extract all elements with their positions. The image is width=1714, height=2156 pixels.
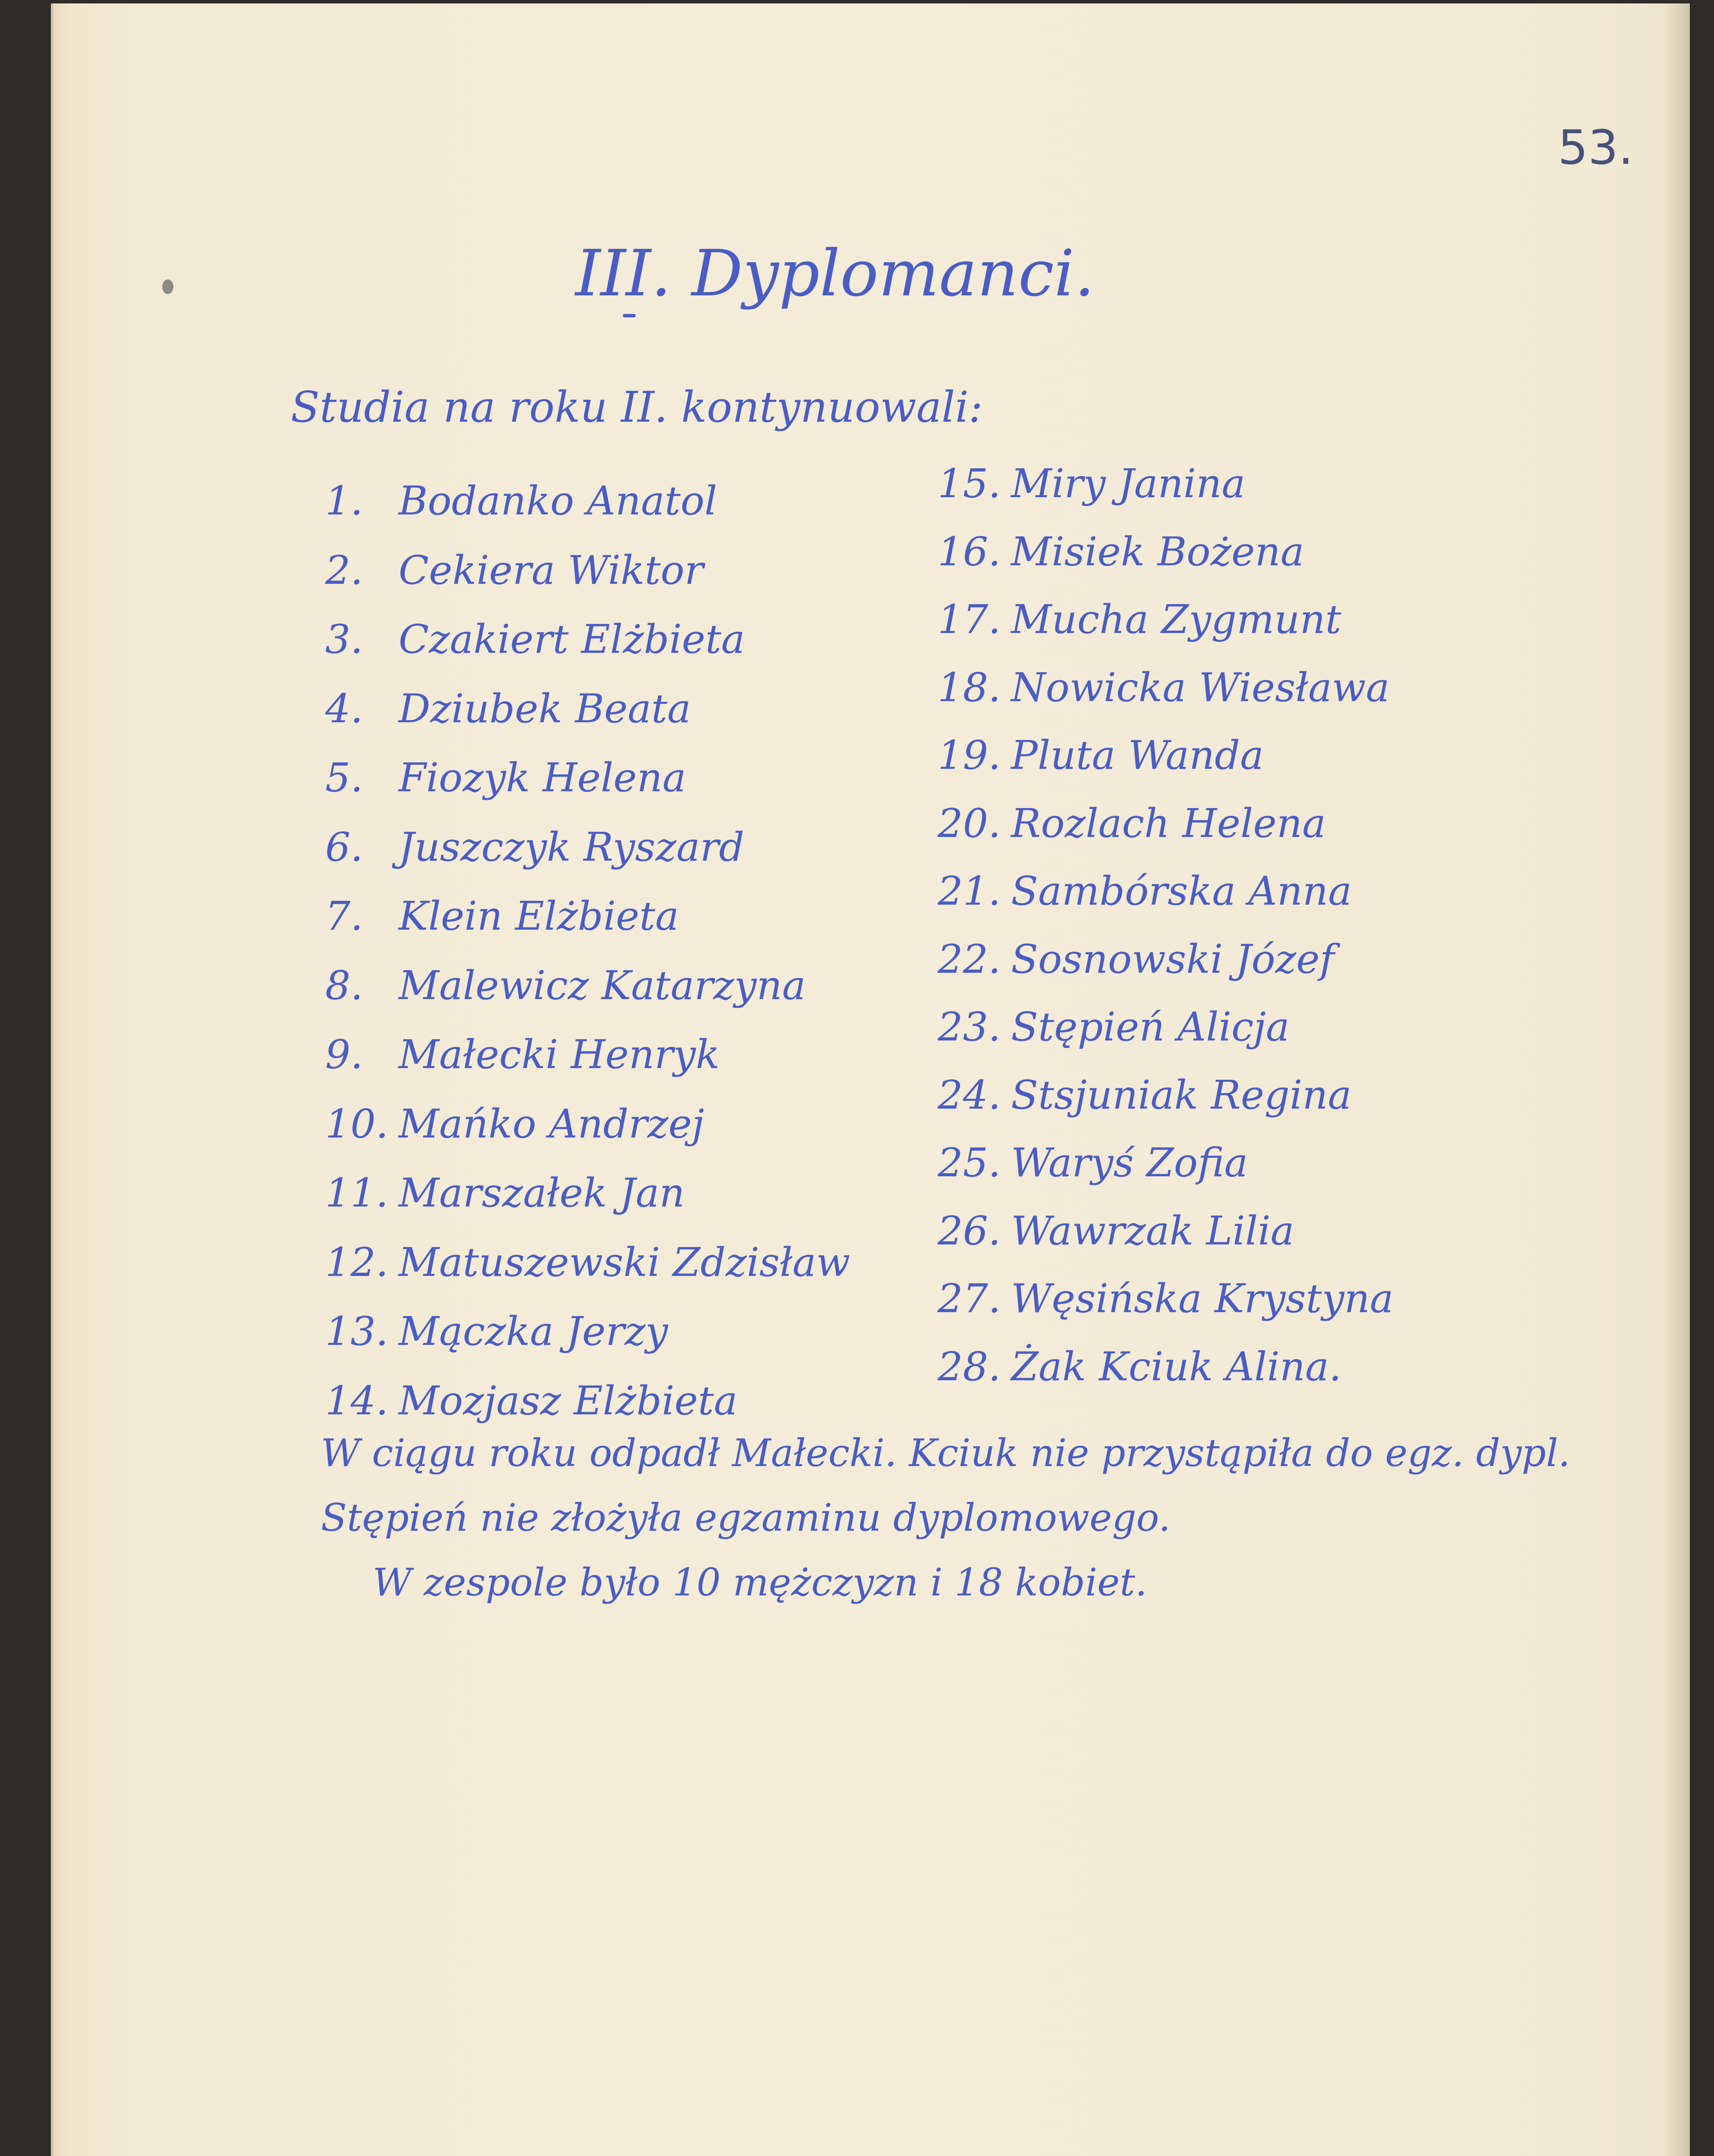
list-item [938, 664, 1390, 711]
list-item-number: 24. [938, 1072, 1001, 1118]
list-item-number: 26. [938, 1208, 1001, 1254]
list-item [938, 800, 1326, 846]
list-item [325, 755, 686, 801]
page-number: 53. [1558, 120, 1633, 175]
list-item-number: 17. [938, 596, 1001, 642]
list-item-number: 10. [325, 1101, 389, 1147]
list-item-name: Matuszewski Zdzisław [399, 1239, 851, 1285]
list-item-number: 19. [938, 732, 1001, 778]
list-item-number: 12. [325, 1239, 389, 1285]
list-item [325, 1031, 720, 1078]
list-item-number: 3. [325, 616, 363, 662]
list-item-number: 20. [938, 800, 1001, 846]
list-item [938, 732, 1264, 778]
title-underline [623, 314, 636, 317]
list-item-name: Wawrzak Lilia [1011, 1208, 1294, 1254]
list-item-name: Stępień Alicja [1011, 1004, 1290, 1050]
list-item-name: Waryś Zofia [1011, 1140, 1248, 1186]
list-item-number: 15. [938, 461, 1001, 507]
list-item-number: 18. [938, 664, 1001, 711]
list-item-number: 8. [325, 962, 363, 1009]
list-item-name: Pluta Wanda [1011, 732, 1264, 778]
list-item-name: Miry Janina [1011, 461, 1246, 507]
list-item-number: 28. [938, 1344, 1001, 1390]
list-item-number: 23. [938, 1004, 1001, 1050]
list-item [938, 1275, 1394, 1322]
list-item [325, 478, 717, 524]
list-item-name: Malewicz Katarzyna [399, 962, 806, 1009]
note-line: Stępień nie złożyła egzaminu dyplomowego. [321, 1495, 1171, 1540]
list-item-name: Cekiera Wiktor [399, 547, 703, 593]
list-item-number: 16. [938, 529, 1001, 575]
list-item-number: 2. [325, 547, 363, 593]
list-item-number: 13. [325, 1308, 389, 1354]
list-item [938, 868, 1352, 914]
note-line: W zespole było 10 mężczyzn i 18 kobiet. [373, 1560, 1147, 1604]
list-item-name: Czakiert Elżbieta [399, 616, 745, 662]
list-item [938, 1004, 1290, 1050]
list-item-number: 1. [325, 478, 363, 524]
list-item [325, 824, 744, 870]
list-item-name: Małecki Henryk [399, 1031, 720, 1078]
list-item-name: Mączka Jerzy [399, 1308, 668, 1354]
list-item [938, 461, 1245, 507]
list-item-number: 25. [938, 1140, 1001, 1186]
list-item [938, 529, 1304, 575]
list-item-name: Sambórska Anna [1011, 868, 1352, 914]
list-item [325, 1101, 704, 1147]
list-item-number: 22. [938, 936, 1001, 982]
list-item [325, 893, 679, 939]
intro-line: Studia na roku II. kontynuowali: [291, 383, 983, 432]
list-item [325, 1170, 685, 1216]
list-item-name: Juszczyk Ryszard [399, 824, 744, 870]
list-item-number: 14. [325, 1378, 389, 1424]
list-item-name: Żak Kciuk Alina. [1011, 1344, 1342, 1390]
list-item [325, 1308, 668, 1354]
list-item-number: 4. [325, 686, 363, 732]
list-item [938, 1140, 1248, 1186]
list-item-number: 9. [325, 1031, 363, 1078]
list-item [325, 1239, 850, 1285]
list-item [325, 686, 691, 732]
list-item-number: 27. [938, 1275, 1001, 1322]
list-item [325, 616, 745, 662]
list-item [938, 936, 1334, 982]
list-item-number: 21. [938, 868, 1001, 914]
list-item-name: Nowicka Wiesława [1011, 664, 1390, 711]
list-item-name: Misiek Bożena [1011, 529, 1304, 575]
section-title: III. Dyplomanci. [575, 236, 1095, 310]
list-item [938, 1208, 1294, 1254]
list-item-name: Stsjuniak Regina [1011, 1072, 1352, 1118]
list-item-name: Fiozyk Helena [399, 755, 686, 801]
list-item-name: Klein Elżbieta [399, 893, 679, 939]
note-line: W ciągu roku odpadł Małecki. Kciuk nie przystąpiła do egz. dypl. [321, 1431, 1570, 1475]
document-page [51, 3, 1690, 2156]
list-item-name: Mozjasz Elżbieta [399, 1378, 738, 1424]
list-item-name: Mańko Andrzej [399, 1101, 704, 1147]
list-item-name: Węsińska Krystyna [1011, 1275, 1394, 1322]
list-item-name: Marszałek Jan [399, 1170, 685, 1216]
list-item-name: Dziubek Beata [399, 686, 691, 732]
list-item [325, 962, 806, 1009]
list-item [325, 547, 703, 593]
list-item [938, 596, 1341, 642]
list-item [938, 1072, 1352, 1118]
list-item-name: Rozlach Helena [1011, 800, 1326, 846]
list-item [938, 1344, 1341, 1390]
page-edge-shadow [1664, 3, 1690, 2156]
list-item [325, 1378, 738, 1424]
list-item-number: 6. [325, 824, 363, 870]
list-item-name: Sosnowski Józef [1011, 936, 1334, 982]
list-item-name: Bodanko Anatol [399, 478, 717, 524]
list-item-number: 5. [325, 755, 363, 801]
list-item-number: 7. [325, 893, 363, 939]
list-item-name: Mucha Zygmunt [1011, 596, 1341, 642]
binding-hole-mark [162, 279, 173, 294]
list-item-number: 11. [325, 1170, 389, 1216]
